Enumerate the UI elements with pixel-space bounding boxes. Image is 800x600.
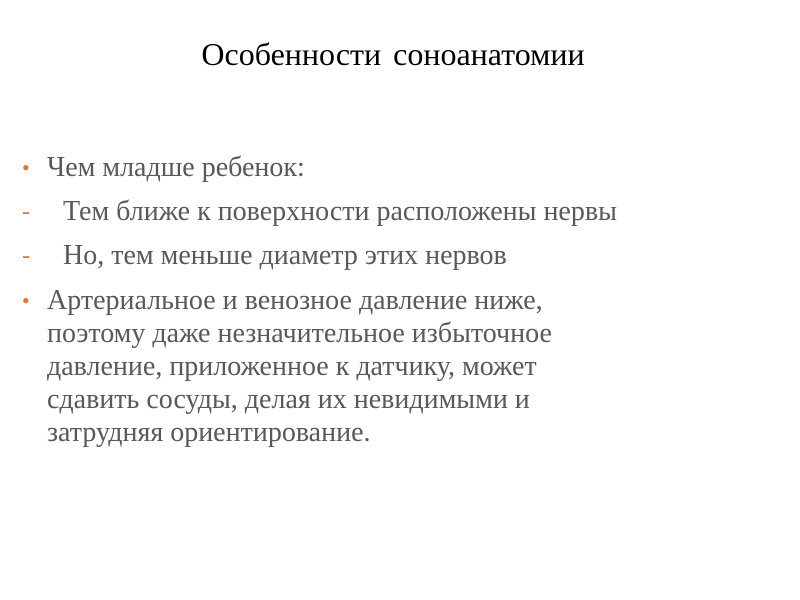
paragraph-line: давление, приложенное к датчику, может [47,351,537,382]
bullet-item-younger-child [22,146,782,190]
dash-marker: - [22,243,30,269]
dash-item-smaller-diameter [22,234,782,278]
bullet-text: Чем младше ребенок: [47,152,305,183]
paragraph-line: поэтому даже незначительное избыточное [47,318,552,349]
slide-title: Особенности соноанатомии [201,36,585,72]
slide-content [22,146,782,449]
dash-marker: - [22,199,30,225]
dash-text: Тем ближе к поверхности расположены нервы [63,196,617,227]
dash-text: Но, тем меньше диаметр этих нервов [63,240,507,271]
bullet-marker: • [22,155,30,180]
bullet-marker: • [22,288,30,313]
dash-item-closer-nerves [22,190,782,234]
paragraph-line: Артериальное и венозное давление ниже, [47,285,543,316]
paragraph-line: затрудняя ориентирование. [47,417,371,448]
paragraph-text [47,284,552,449]
paragraph-line: сдавить сосуды, делая их невидимыми и [47,384,530,415]
bullet-item-pressure [22,284,782,449]
